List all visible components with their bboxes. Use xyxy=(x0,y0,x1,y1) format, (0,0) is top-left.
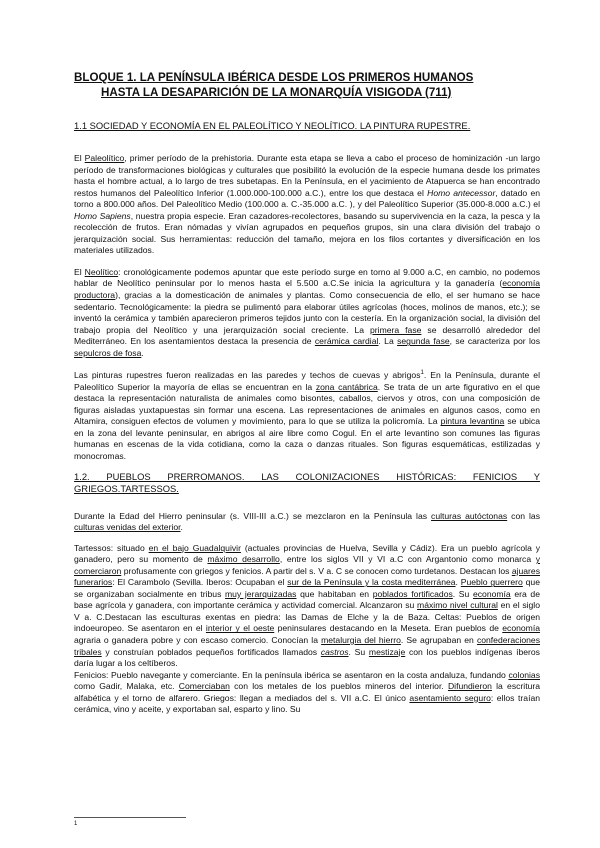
term-homo-sapiens: Homo Sapiens xyxy=(74,210,131,221)
term-ceramica-cardial: cerámica cardial xyxy=(314,336,379,347)
term-maximo-nivel-cultural: máximo nivel cultural xyxy=(417,600,498,611)
term-economia-productora: economía productora xyxy=(74,278,540,301)
term-neolitico: Neolítico xyxy=(84,266,119,277)
term-primera-fase: primera fase xyxy=(370,324,422,335)
section-1-2-heading-main: 1.2. PUEBLOS PRERROMANOS. LAS COLONIZACIONES HISTÓRICAS: FENICIOS Y xyxy=(74,470,540,482)
term-colonias: colonias xyxy=(508,669,540,680)
term-muy-jerarquizadas: muy jerarquizadas xyxy=(225,588,297,599)
term-comerciaron: y comerciaron xyxy=(74,554,540,576)
term-interior-oeste: interior y el oeste xyxy=(205,623,275,634)
term-homo-antecessor: Homo antecessor xyxy=(427,187,496,198)
footnote-separator xyxy=(74,817,186,818)
term-poblados-fortificados: poblados fortificados xyxy=(372,588,453,599)
term-difundieron: Difundieron xyxy=(447,681,492,692)
term-confederaciones-tribales: confederaciones tribales xyxy=(74,635,541,657)
term-maximo-desarrollo: máximo desarrollo xyxy=(207,554,280,565)
term-culturas-autoctonas: culturas autóctonas xyxy=(431,510,508,521)
term-culturas-exterior: culturas venidas del exterior xyxy=(74,522,181,533)
section-1-2-heading xyxy=(74,471,540,495)
term-economia-celtas: economía xyxy=(502,623,540,634)
paragraph-pintura-rupestre: Las pinturas rupestres fueron realizadas en las paredes y techos de cuevas y abrigos$^1$. En la Península, durante el Paleolítico Superior la mayoría de ellas se encuentran en la zona cantábrica. Se trata de un arte figurativo en el que destaca la representación naturalista de animales como bisontes, caballos, ciervos y otros, con una composición de figuras aisladas yuxtapuestas sin formar una escena. Las representaciones de animales en algunos casos, como en Altamira, consiguen efectos de volumen y movimiento, para lo que se utiliza la policromía. La pintura levantina se ubica en la zona del levante peninsular, en abrigos al aire libre como Cogul. En el arte levantino son comunes las figuras humanas en escenas de la vida cotidiana, como la caza o danzas rituales. Son figuras esquemáticas, estilizadas y monocromas. xyxy=(74,370,540,461)
term-bajo-guadalquivir: en el bajo Guadalquivir xyxy=(148,542,241,553)
paragraph-edad-hierro: Durante la Edad del Hierro peninsular (s. VIII-III a.C.) se mezclaron en la Península las culturas autóctonas con las culturas venidas del exterior. xyxy=(74,510,541,533)
term-sepulcros-de-fosa: sepulcros de fosa xyxy=(74,347,142,358)
term-paleolitico: Paleolítico xyxy=(84,153,125,163)
section-1-1-heading: 1.1 SOCIEDAD Y ECONOMÍA EN EL PALEOLÍTICO Y NEOLÍTICO. LA PINTURA RUPESTRE. xyxy=(74,120,471,131)
paragraph-colonizaciones: Fenicios: Pueblo navegante y comerciante. En la península ibérica se asentaron en la costa andaluza, fundando colonias como Gadir, Malaka, etc. Comerciaban con los metales de los pueblos mineros del interior. Difundieron la escritura alfabética y el torno de alfarero. Griegos: llegan a mediados del s. VII a.C. El único asentamiento seguro: ellos traían cerámica, vino y aceite, y exportaban sal, esparto y lino. Su xyxy=(74,669,541,715)
title-line-1: BLOQUE 1. LA PENÍNSULA IBÉRICA DESDE LOS PRIMEROS HUMANOS xyxy=(74,71,474,84)
footnote-mark: 1 xyxy=(74,821,78,827)
term-zona-cantabrica: zona cantábrica xyxy=(315,381,378,392)
term-segunda-fase: segunda fase xyxy=(397,336,450,347)
term-metalurgia-hierro: metalurgia del hierro xyxy=(321,635,401,645)
term-economia-iberos: economía xyxy=(472,588,511,599)
paragraph-paleolitico: El Paleolítico, primer período de la prehistoria. Durante esta etapa se lleva a cabo el proceso de hominización -un largo período de transformaciones biológicas y culturales que posibilitó la evolución de la especie humana desde los primates hasta el hombre actual, a lo largo de tres subetapas. En la Península, en el yacimiento de Atapuerca se han encontrado restos humanos del Paleolítico Inferior (1.000.000-100.000 a.C.), entre los que destaca el Homo antecessor, datado en torno a 800.000 años. Del Paleolítico Medio (100.000 a. C.-35.000 a.C. ), y del Paleolítico Superior (35.000-8.000 a.C.) el Homo Sapiens, nuestra propia especie. Eran cazadores-recolectores, basando su supervivencia en la caza, la pesca y la recolección de frutos. Eran nómadas y vivían agrupados en pequeños grupos, sin una clara división del trabajo o jerarquización social. Sus herramientas: reducción del tamaño, mejora en los filos cortantes y diversificación en los materiales utilizados. xyxy=(74,153,541,256)
paragraph-pueblos-prerromanos: Tartessos: situado en el bajo Guadalquivir (actuales provincias de Huelva, Sevilla y Cádiz). Era un pueblo agrícola y ganadero, pero su momento de máximo desarrollo, entre los siglos VII y VI a.C con Argantonio como monarca y comerciaron profusamente con griegos y fenicios. A partir del s. V a. C se conocen como turdetanos. Destacan los ajuares funerarios: El Carambolo (Sevilla. Iberos: Ocupaban el sur de la Península y la costa mediterránea. Pueblo guerrero que se organizaban socialmente en tribus muy jerarquizadas que habitaban en poblados fortificados. Su economía era de base agrícola y ganadera, con importante cerámica y actividad comercial. Alcanzaron su máximo nivel cultural en el siglo V a. C.Destacan las esculturas exentas en piedra: las Damas de Elche y la de Baza. Celtas: Pueblos de origen indoeuropeo. Se asentaron en el interior y el oeste peninsulares destacando en la Meseta. Eran pueblos de economía agraria o ganadera pobre y con escaso comercio. Conocían la metalurgia del hierro. Se agrupaban en confederaciones tribales y construían poblados pequeños fortificados llamados castros. Su mestizaje con los pueblos indígenas íberos daría lugar a los celtíberos. xyxy=(74,542,541,669)
paragraph-neolitico: El Neolítico: cronológicamente podemos apuntar que este período surge en torno al 9.000 a.C, en cambio, no podemos hablar de Neolítico peninsular por lo menos hasta el 5.500 a.C.Se inicia la agricultura y la ganadería (economía productora), gracias a la domesticación de animales y plantas. Como consecuencia de ello, el ser humano se hace sedentario. Tecnológicamente: la piedra se pulimentó para elaborar útiles agrícolas (hoces, molinos de manos, etc.); se inventó la cerámica y también aparecieron primeros tejidos junto con la cestería. En la organización social, la división del trabajo propia del Neolítico y una jerarquización social creciente. La primera fase se desarrolló alrededor del Mediterráneo. En los asentamientos destaca la presencia de cerámica cardial. La segunda fase, se caracteriza por los sepulcros de fosa. xyxy=(74,266,541,358)
term-mestizaje: mestizaje xyxy=(368,646,406,657)
term-pueblo-guerrero: Pueblo guerrero xyxy=(460,577,523,588)
title-line-2: HASTA LA DESAPARICIÓN DE LA MONARQUÍA VISIGODA (711) xyxy=(101,86,452,99)
term-castros: castros xyxy=(320,646,349,657)
term-comerciaban: Comerciaban xyxy=(178,681,230,692)
section-1-2-heading-tail: GRIEGOS.TARTESSOS. xyxy=(74,482,179,494)
term-pintura-levantina: pintura levantina xyxy=(440,416,505,427)
document-page xyxy=(74,70,540,716)
term-asentamiento-seguro: asentamiento seguro xyxy=(409,692,491,703)
term-ajuares-funerarios: ajuares funerarios xyxy=(74,565,540,588)
document-title xyxy=(74,70,540,100)
term-sur-peninsula: sur de la Península y la costa mediterránea xyxy=(287,577,456,588)
footnote-reference: 1 xyxy=(420,370,424,377)
